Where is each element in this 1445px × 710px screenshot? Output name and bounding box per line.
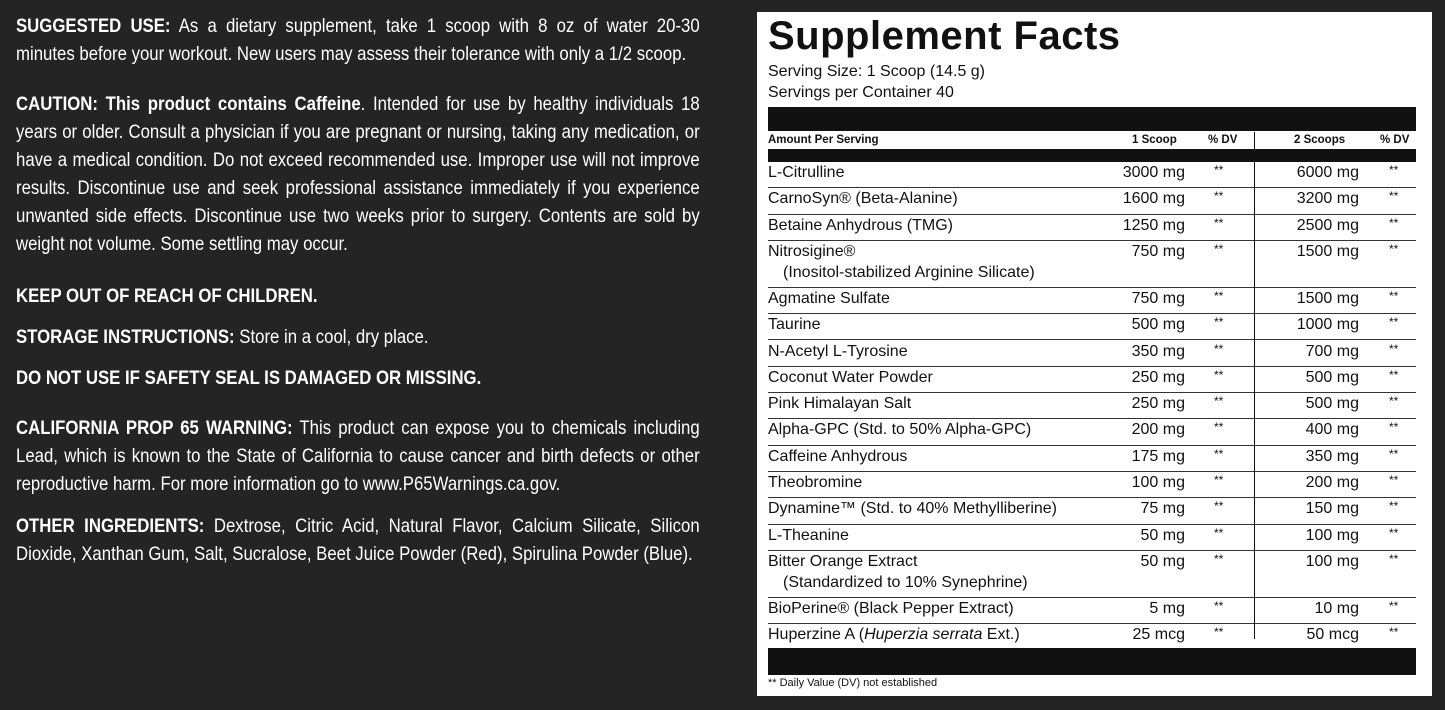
ingredient-name: Betaine Anhydrous (TMG) (768, 216, 953, 234)
dv-1-scoop: ** (1214, 315, 1224, 330)
amount-2-scoops: 500 mg (1305, 368, 1359, 386)
storage-instructions (16, 323, 429, 351)
amount-2-scoops: 200 mg (1305, 474, 1359, 491)
amount-1-scoop: 25 mcg (1132, 626, 1185, 644)
dv-1-scoop: ** (1214, 551, 1224, 566)
amount-2-scoops: 50 mcg (1306, 626, 1359, 644)
table-header (768, 132, 1416, 149)
divider-bar-mid (768, 149, 1416, 162)
table-row (768, 367, 1416, 393)
dv-1-scoop: ** (1214, 420, 1224, 435)
dv-2-scoops: ** (1389, 341, 1399, 356)
amount-2-scoops: 10 mg (1314, 599, 1359, 617)
table-row (768, 314, 1416, 340)
header-dv-2: % DV (1380, 134, 1410, 146)
table-row (768, 446, 1416, 472)
ingredient-name: BioPerine® (Black Pepper Extract) (768, 599, 1014, 617)
ingredient-subtext: (Standardized to 10% Synephrine) (783, 573, 1028, 591)
safety-seal-text: DO NOT USE IF SAFETY SEAL IS DAMAGED OR MISSING. (16, 367, 482, 389)
keep-out-warning (16, 282, 318, 310)
amount-1-scoop: 500 mg (1131, 316, 1185, 334)
amount-1-scoop: 100 mg (1131, 474, 1185, 491)
dv-2-scoops: ** (1389, 446, 1399, 461)
storage-label: STORAGE INSTRUCTIONS: (16, 326, 235, 348)
amount-1-scoop: 50 mg (1140, 526, 1185, 544)
dv-1-scoop: ** (1214, 394, 1224, 409)
amount-1-scoop: 175 mg (1131, 447, 1185, 465)
dv-2-scoops: ** (1389, 163, 1399, 177)
table-row (768, 551, 1416, 598)
divider-bar-top (768, 107, 1416, 131)
table-row (768, 341, 1416, 367)
suggested-use-label: SUGGESTED USE: (16, 15, 171, 37)
header-1-scoop: 1 Scoop (1132, 134, 1177, 146)
column-divider (1254, 132, 1255, 639)
dv-2-scoops: ** (1389, 420, 1399, 435)
amount-1-scoop: 750 mg (1131, 289, 1185, 307)
table-row (768, 241, 1416, 288)
amount-1-scoop: 3000 mg (1122, 164, 1185, 181)
dv-1-scoop: ** (1214, 215, 1224, 230)
ingredient-name: Bitter Orange Extract (768, 552, 918, 570)
dv-1-scoop: ** (1214, 341, 1224, 356)
amount-2-scoops: 1000 mg (1296, 316, 1359, 334)
amount-2-scoops: 3200 mg (1296, 190, 1359, 208)
dv-1-scoop: ** (1214, 625, 1224, 640)
caution (16, 90, 700, 258)
amount-2-scoops: 100 mg (1305, 526, 1359, 544)
ingredient-name: Caffeine Anhydrous (768, 447, 908, 465)
table-row (768, 188, 1416, 214)
dv-1-scoop: ** (1214, 446, 1224, 461)
caution-label: CAUTION: This product contains Caffeine (16, 93, 361, 115)
caution-text: . Intended for use by healthy individuals 18 years or older. Consult a physician if you are pregnant or nursing, taking any medication, or have a medical condition. Do not exceed recommended use. Improper use will not improve results. Discontinue use and seek professional assistance immediately if you experience unwanted side effects. Discontinue use two weeks prior to surgery. Contents are sold by weight not volume. Some settling may occur. (16, 93, 700, 255)
amount-1-scoop: 200 mg (1131, 421, 1185, 439)
table-row (768, 472, 1416, 498)
amount-1-scoop: 50 mg (1140, 552, 1185, 570)
amount-2-scoops: 700 mg (1305, 342, 1359, 360)
ingredient-name: Nitrosigine® (768, 242, 856, 260)
other-ingredients-text: Dextrose, Citric Acid, Natural Flavor, Calcium Silicate, Silicon Dioxide, Xanthan Gum, Salt, Sucralose, Beet Juice Powder (Red), Spirulina Powder (Blue). (16, 515, 700, 565)
amount-2-scoops: 400 mg (1305, 421, 1359, 439)
dv-2-scoops: ** (1389, 288, 1399, 303)
dv-1-scoop: ** (1214, 189, 1224, 204)
ingredient-name: Alpha-GPC (Std. to 50% Alpha-GPC) (768, 421, 1032, 439)
header-2-scoops: 2 Scoops (1294, 134, 1346, 146)
dv-1-scoop: ** (1214, 525, 1224, 540)
other-ingredients-label: OTHER INGREDIENTS: (16, 515, 205, 537)
table-row (768, 419, 1416, 445)
dv-1-scoop: ** (1214, 288, 1224, 303)
dv-2-scoops: ** (1389, 551, 1399, 566)
dv-2-scoops: ** (1389, 367, 1399, 382)
ingredient-subtext: (Inositol-stabilized Arginine Silicate) (783, 263, 1035, 281)
dv-footnote: ** Daily Value (DV) not established (768, 677, 938, 689)
header-amount: Amount Per Serving (768, 134, 879, 146)
ingredient-name: Coconut Water Powder (768, 368, 933, 386)
dv-2-scoops: ** (1389, 189, 1399, 204)
dv-1-scoop: ** (1214, 163, 1224, 177)
ingredient-name: Taurine (768, 316, 821, 334)
prop65-text: This product can expose you to chemicals including Lead, which is known to the State of California to cause cancer and birth defects or other reproductive harm. For more information go to www.P65Warnings.ca.gov. (16, 417, 700, 495)
table-row (768, 393, 1416, 419)
amount-1-scoop: 250 mg (1131, 368, 1185, 386)
amount-1-scoop: 750 mg (1131, 242, 1185, 260)
ingredient-name: Dynamine™ (Std. to 40% Methylliberine) (768, 500, 1058, 518)
dv-1-scoop: ** (1214, 367, 1224, 382)
ingredient-name: L-Theanine (768, 526, 849, 544)
dv-2-scoops: ** (1389, 499, 1399, 514)
table-row (768, 498, 1416, 524)
facts-title: Supplement Facts (768, 14, 1121, 58)
table-row (768, 525, 1416, 551)
ingredient-name: N-Acetyl L-Tyrosine (768, 342, 908, 360)
suggested-use (16, 12, 700, 68)
suggested-use-text: As a dietary supplement, take 1 scoop with 8 oz of water 20-30 minutes before your workout. New users may assess their tolerance with only a 1/2 scoop. (16, 15, 700, 65)
table-row (768, 162, 1416, 188)
ingredient-name: Pink Himalayan Salt (768, 395, 912, 413)
prop65-warning (16, 414, 700, 498)
amount-1-scoop: 250 mg (1131, 395, 1185, 413)
ingredient-name: Agmatine Sulfate (768, 289, 890, 307)
dv-2-scoops: ** (1389, 598, 1399, 613)
table-row (768, 624, 1416, 650)
amount-2-scoops: 350 mg (1305, 447, 1359, 465)
dv-2-scoops: ** (1389, 315, 1399, 330)
dv-2-scoops: ** (1389, 473, 1399, 487)
prop65-label: CALIFORNIA PROP 65 WARNING: (16, 417, 293, 439)
servings-per-container: Servings per Container 40 (768, 84, 954, 101)
dv-2-scoops: ** (1389, 215, 1399, 230)
dv-1-scoop: ** (1214, 598, 1224, 613)
divider-bar-bottom (768, 648, 1416, 675)
ingredient-name: L-Citrulline (768, 164, 845, 181)
dv-1-scoop: ** (1214, 473, 1224, 487)
dv-2-scoops: ** (1389, 394, 1399, 409)
supplement-facts-panel (757, 12, 1432, 696)
other-ingredients (16, 512, 700, 568)
amount-2-scoops: 1500 mg (1296, 242, 1359, 260)
amount-2-scoops: 500 mg (1305, 395, 1359, 413)
amount-1-scoop: 1600 mg (1122, 190, 1185, 208)
amount-1-scoop: 75 mg (1140, 500, 1185, 518)
table-row (768, 215, 1416, 241)
safety-seal-warning (16, 364, 481, 392)
keep-out-text: KEEP OUT OF REACH OF CHILDREN. (16, 285, 318, 307)
serving-size: Serving Size: 1 Scoop (14.5 g) (768, 63, 986, 80)
storage-text: Store in a cool, dry place. (234, 326, 429, 348)
dv-2-scoops: ** (1389, 241, 1399, 256)
amount-2-scoops: 150 mg (1305, 500, 1359, 518)
table-row (768, 288, 1416, 314)
header-dv-1: % DV (1208, 134, 1238, 146)
ingredient-name: CarnoSyn® (Beta-Alanine) (768, 190, 958, 208)
dv-1-scoop: ** (1214, 241, 1224, 256)
amount-1-scoop: 1250 mg (1122, 216, 1185, 234)
dv-2-scoops: ** (1389, 525, 1399, 540)
table-row (768, 598, 1416, 624)
amount-2-scoops: 1500 mg (1296, 289, 1359, 307)
amount-2-scoops: 2500 mg (1296, 216, 1359, 234)
amount-2-scoops: 100 mg (1305, 552, 1359, 570)
amount-1-scoop: 350 mg (1131, 342, 1185, 360)
dv-1-scoop: ** (1214, 499, 1224, 514)
dv-2-scoops: ** (1389, 625, 1399, 640)
amount-2-scoops: 6000 mg (1296, 164, 1359, 181)
ingredient-name: Huperzine A (Huperzia serrata Ext.) (768, 626, 1020, 644)
amount-1-scoop: 5 mg (1149, 599, 1185, 617)
ingredient-name: Theobromine (768, 474, 863, 491)
